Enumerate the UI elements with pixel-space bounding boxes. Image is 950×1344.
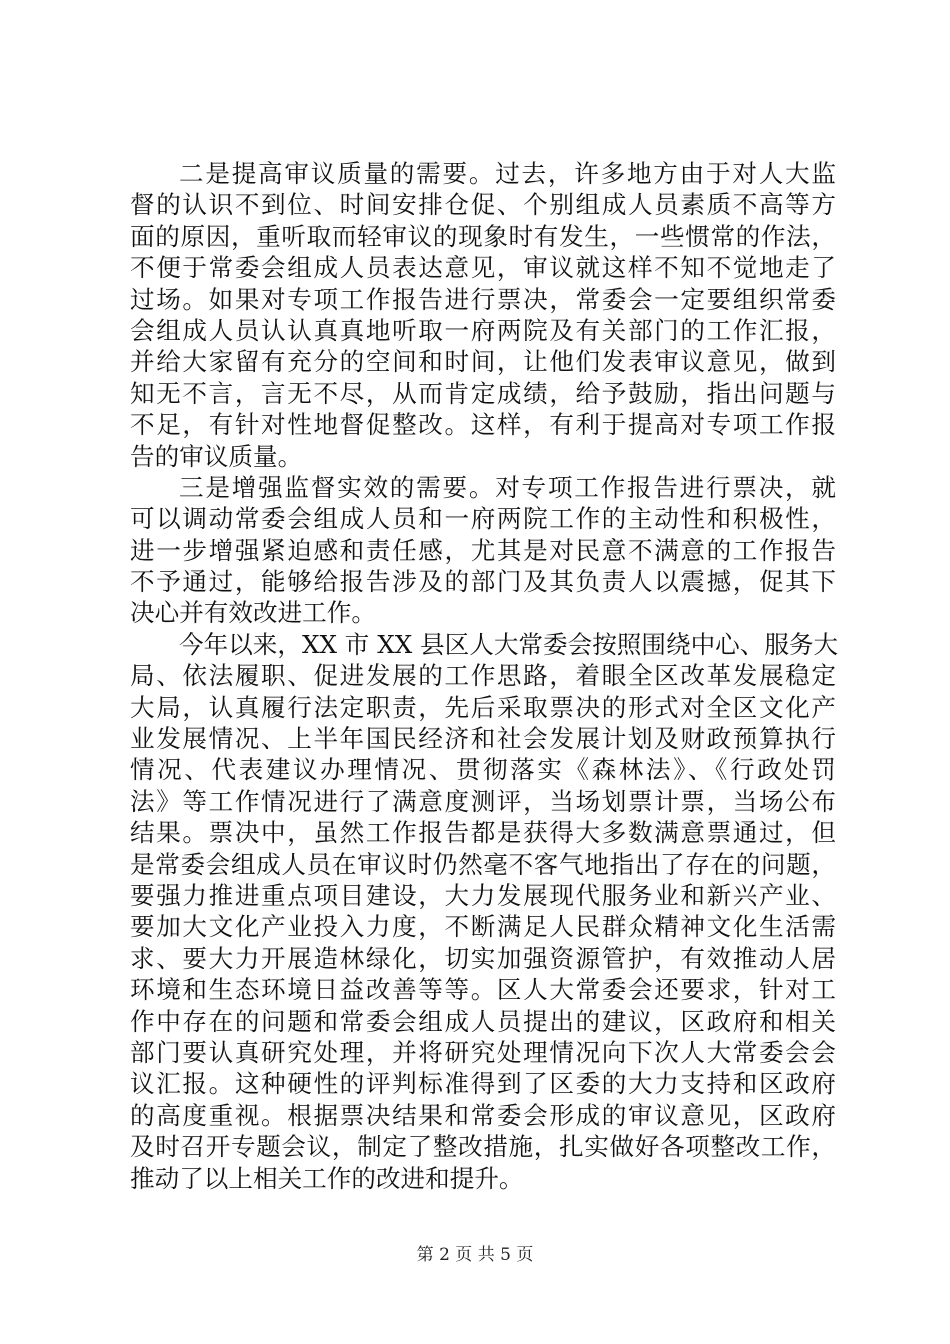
text-line: 是常委会组成人员在审议时仍然毫不客气地指出了存在的问题， (130, 849, 836, 879)
page-footer (0, 1244, 950, 1266)
text-line: 结果。票决中，虽然工作报告都是获得大多数满意票通过，但 (130, 818, 836, 848)
text-line: 的高度重视。根据票决结果和常委会形成的审议意见，区政府 (130, 1100, 836, 1130)
text-line: 不足，有针对性地督促整改。这样，有利于提高对专项工作报 (130, 410, 836, 440)
text-line: 二是提高审议质量的需要。过去，许多地方由于对人大监 (179, 159, 836, 188)
text-line: 不予通过，能够给报告涉及的部门及其负责人以震撼，促其下 (130, 567, 836, 597)
paragraph-2 (130, 472, 836, 629)
document-body (130, 158, 839, 1194)
text-line: 求、要大力开展造林绿化，切实加强资源管护，有效推动人居 (130, 943, 836, 973)
text-line: 告的审议质量。 (130, 441, 303, 471)
text-line: 过场。如果对专项工作报告进行票决，常委会一定要组织常委 (130, 284, 836, 314)
text-line: 情况、代表建议办理情况、贯彻落实《森林法》、《行政处罚 (130, 755, 836, 785)
text-line: 及时召开专题会议，制定了整改措施，扎实做好各项整改工作， (130, 1132, 836, 1162)
text-line: 要强力推进重点项目建设，大力发展现代服务业和新兴产业、 (130, 880, 836, 910)
text-line: 法》等工作情况进行了满意度测评，当场划票计票，当场公布 (130, 786, 836, 816)
text-line: 推动了以上相关工作的改进和提升。 (130, 1163, 524, 1193)
text-line: 会组成人员认认真真地听取一府两院及有关部门的工作汇报， (130, 315, 836, 345)
paragraph-3 (130, 629, 839, 1194)
text-line: 决心并有效改进工作。 (130, 598, 376, 628)
text-line: 作中存在的问题和常委会组成人员提出的建议，区政府和相关 (130, 1006, 836, 1036)
text-line: 面的原因，重听取而轻审议的现象时有发生，一些惯常的作法， (130, 221, 836, 251)
paragraph-1 (130, 158, 836, 472)
text-line: 督的认识不到位、时间安排仓促、个别组成人员素质不高等方 (130, 190, 836, 220)
text-line: 大局，认真履行法定职责，先后采取票决的形式对全区文化产 (130, 692, 836, 722)
page-number-label: 第 2 页 共 5 页 (416, 1245, 534, 1265)
text-line: 议汇报。这种硬性的评判标准得到了区委的大力支持和区政府 (130, 1069, 836, 1099)
text-line: 三是增强监督实效的需要。对专项工作报告进行票决，就 (179, 472, 836, 502)
text-line: 业发展情况、上半年国民经济和社会发展计划及财政预算执行 (130, 724, 836, 754)
text-line: 进一步增强紧迫感和责任感，尤其是对民意不满意的工作报告 (130, 535, 836, 565)
text-line: 今年以来，XX 市 XX 县区人大常委会按照围绕中心、服务大 (179, 629, 839, 659)
text-line: 不便于常委会组成人员表达意见，审议就这样不知不觉地走了 (130, 253, 836, 283)
text-line: 并给大家留有充分的空间和时间，让他们发表审议意见，做到 (130, 347, 836, 377)
text-line: 局、依法履职、促进发展的工作思路，着眼全区改革发展稳定 (130, 661, 836, 691)
text-line: 环境和生态环境日益改善等等。区人大常委会还要求，针对工 (130, 975, 836, 1005)
text-line: 知无不言，言无不尽，从而肯定成绩，给予鼓励，指出问题与 (130, 378, 836, 408)
text-line: 可以调动常委会组成人员和一府两院工作的主动性和积极性， (130, 504, 836, 534)
text-line: 部门要认真研究处理，并将研究处理情况向下次人大常委会会 (130, 1037, 836, 1067)
text-line: 要加大文化产业投入力度，不断满足人民群众精神文化生活需 (130, 912, 836, 942)
